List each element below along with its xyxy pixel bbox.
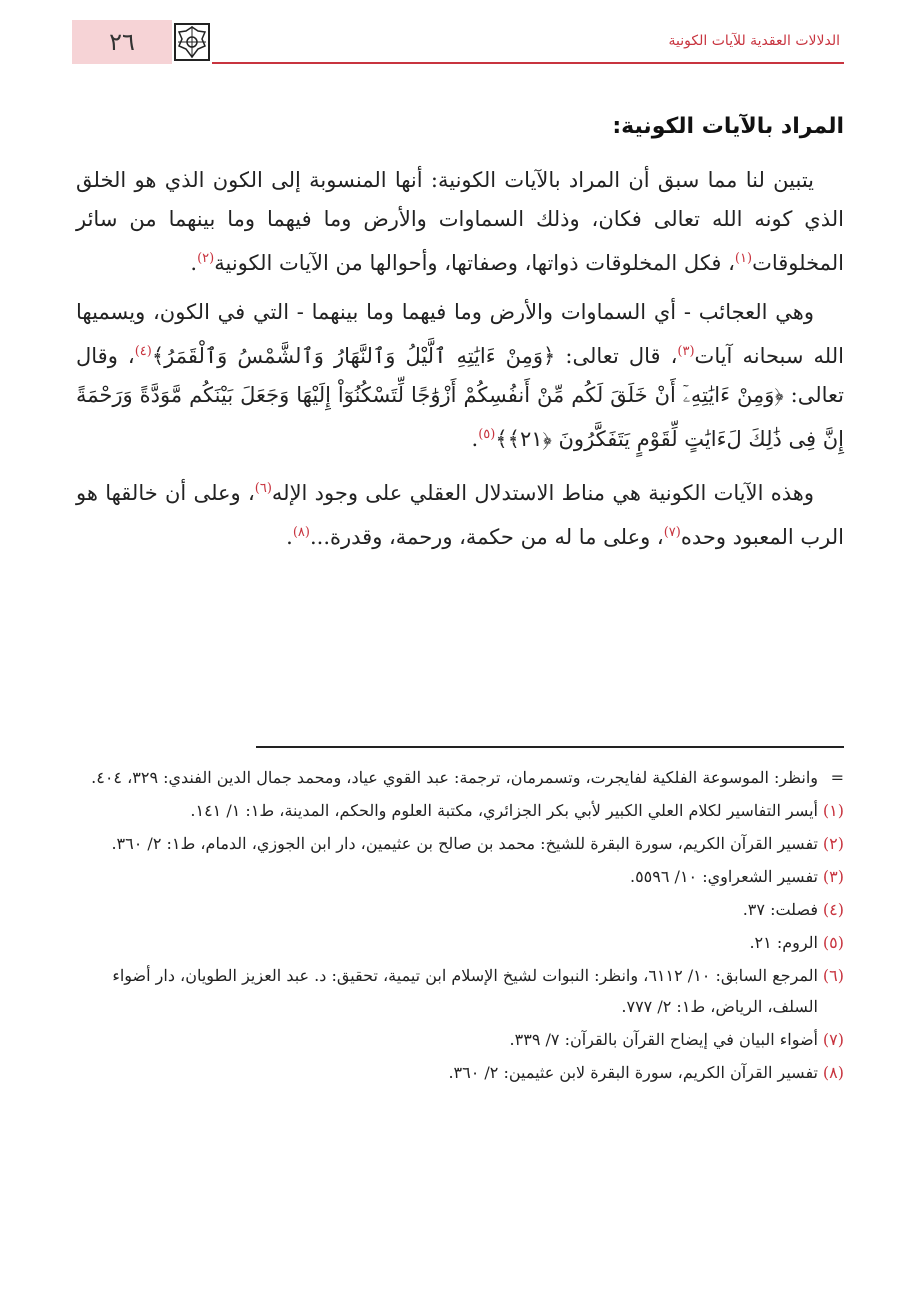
paragraph-text: ، وعلى أن خالقها هو الرب المعبود وحده <box>76 481 844 549</box>
footnote-ref[interactable]: (٢) <box>197 251 215 266</box>
footnote-ref[interactable]: (٨) <box>292 525 310 540</box>
paragraph-3 <box>76 469 844 557</box>
footnote-ref[interactable]: (١) <box>734 251 753 266</box>
footnote-mark: = <box>830 768 844 787</box>
octagon-ornament-icon <box>172 20 212 64</box>
paragraph-1 <box>76 161 844 283</box>
footnote-text: المرجع السابق: ١٠/ ٦١١٢، وانظر: النبوات لشيخ الإسلام ابن تيمية، تحقيق: د. عبد العزيز الطويان، دار أضواء السلف، الرياض، ط١: ٢/ ٧٧٧. <box>112 966 818 1016</box>
footnote-mark: (٢) <box>822 834 844 853</box>
section-heading: المراد بالآيات الكونية: <box>612 114 844 139</box>
paragraph-2 <box>76 293 844 459</box>
footnote-item <box>76 927 844 958</box>
footnote-ref[interactable]: (٧) <box>663 525 681 540</box>
running-title-bar <box>212 20 844 64</box>
paragraph-text: . <box>471 427 479 451</box>
footnote-item <box>76 861 844 892</box>
paragraph-text: يتبين لنا مما سبق أن المراد بالآيات الكونية: أنها المنسوبة إلى الكون الذي هو الخلق الذي كونه الله تعالى فكان، وذلك السماوات والأرض وما فيهما وما بينهما من سائر المخلوقات <box>76 168 844 275</box>
footnote-item <box>76 762 844 793</box>
footnote-item <box>76 894 844 925</box>
paragraph-text: وهي العجائب - أي السماوات والأرض وما فيهما وما بينهما - التي في الكون، ويسميها الله سبحانه آيات <box>76 300 844 368</box>
page-header <box>72 20 844 64</box>
footnote-text: الروم: ٢١. <box>749 933 818 952</box>
quran-verse: ﴿وَمِنْ ءَايَٰتِهِ ٱلَّيْلُ وَٱلنَّهَارُ وَٱلشَّمْسُ وَٱلْقَمَرُ﴾ <box>151 344 556 368</box>
footnote-mark: (٣) <box>822 867 844 886</box>
footnote-text: أضواء البيان في إيضاح القرآن بالقرآن: ٧/ ٣٣٩. <box>509 1030 818 1049</box>
paragraph-text: وهذه الآيات الكونية هي مناط الاستدلال العقلي على وجود الإله <box>271 481 814 505</box>
footnote-ref[interactable]: (٦) <box>254 481 272 496</box>
footnote-mark: (٧) <box>822 1030 844 1049</box>
footnote-ref[interactable]: (٥) <box>478 427 496 442</box>
paragraph-text: ، وقال تعالى: <box>76 344 845 407</box>
footnote-text: فصلت: ٣٧. <box>742 900 818 919</box>
page-number: ٢٦ <box>72 20 172 64</box>
footnote-text: أيسر التفاسير لكلام العلي الكبير لأبي بكر الجزائري، مكتبة العلوم والحكم، المدينة، ط١: ١/ ١٤١. <box>190 801 818 820</box>
paragraph-text: ، وعلى ما له من حكمة، ورحمة، وقدرة... <box>309 525 664 549</box>
main-content <box>76 100 844 567</box>
paragraph-text: . <box>190 251 198 275</box>
footnote-divider <box>256 746 844 748</box>
paragraph-text: . <box>286 525 293 549</box>
footnote-mark: (١) <box>822 801 844 820</box>
footnote-item <box>76 1057 844 1088</box>
footnote-item <box>76 960 844 1022</box>
footnote-mark: (٨) <box>822 1063 844 1082</box>
footnote-item <box>76 828 844 859</box>
footnote-ref[interactable]: (٤) <box>134 344 152 359</box>
footnote-text: وانظر: الموسوعة الفلكية لفايجرت، وتسمرمان، ترجمة: عبد القوي عياد، ومحمد جمال الدين الفندي: ٣٢٩، ٤٠٤. <box>91 768 818 787</box>
footnote-text: تفسير الشعراوي: ١٠/ ٥٥٩٦. <box>629 867 818 886</box>
paragraph-text: ، قال تعالى: <box>555 344 678 368</box>
footnote-ref[interactable]: (٣) <box>677 344 695 359</box>
running-title: الدلالات العقدية للآيات الكونية <box>668 33 840 49</box>
footnote-text: تفسير القرآن الكريم، سورة البقرة للشيخ: محمد بن صالح بن عثيمين، دار ابن الجوزي، الدمام، ط١: ٢/ ٣٦٠. <box>111 834 818 853</box>
footnote-mark: (٦) <box>822 966 844 985</box>
footnote-text: تفسير القرآن الكريم، سورة البقرة لابن عثيمين: ٢/ ٣٦٠. <box>448 1063 818 1082</box>
footnotes <box>76 762 844 1090</box>
paragraph-text: ، فكل المخلوقات ذواتها، وصفاتها، وأحوالها من الآيات الكونية <box>214 251 735 275</box>
footnote-item <box>76 1024 844 1055</box>
footnote-mark: (٥) <box>822 933 844 952</box>
quran-verse: ﴿وَمِنْ ءَايَٰتِهِۦٓ أَنْ خَلَقَ لَكُم مِّنْ أَنفُسِكُمْ أَزْوَٰجًا لِّتَسْكُنُوٓاْ إِلَيْهَا وَجَعَلَ بَيْنَكُم مَّوَدَّةً وَرَحْمَةً إِنَّ فِى ذَٰلِكَ لَءَايَٰتٍ لِّقَوْمٍ يَتَفَكَّرُونَ ﴿٢١﴾﴾ <box>76 383 844 451</box>
footnote-item <box>76 795 844 826</box>
footnote-mark: (٤) <box>822 900 844 919</box>
